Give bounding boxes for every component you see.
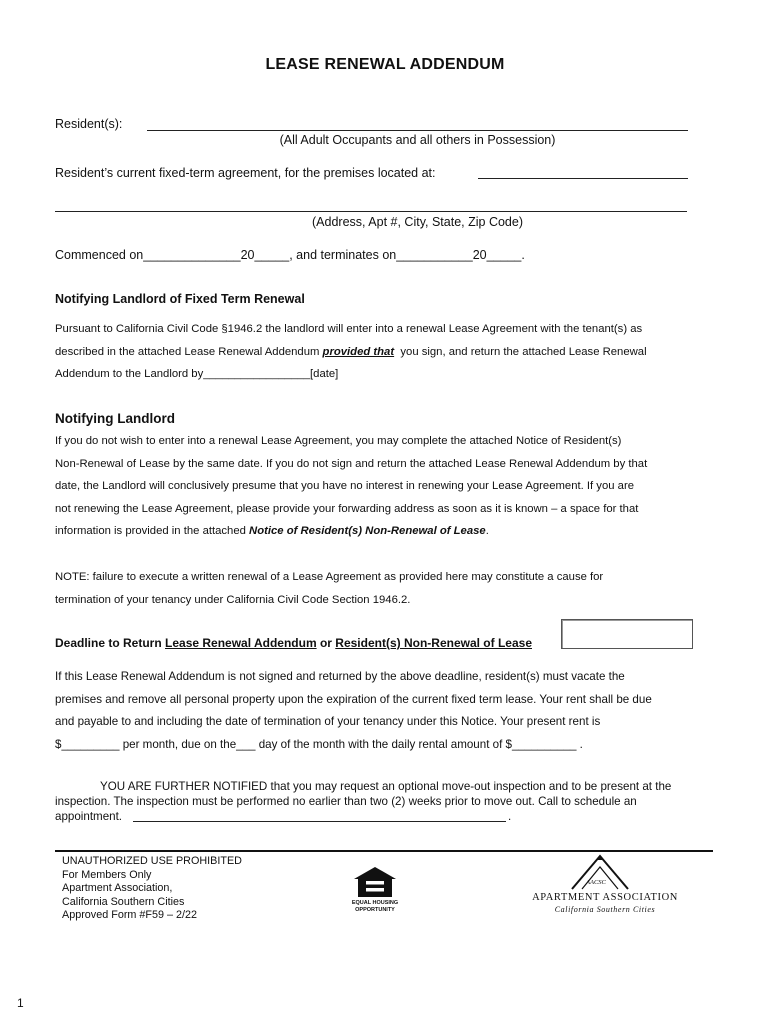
note-line-2: termination of your tenancy under California Civil Code Section 1946.2. [55, 593, 411, 606]
notifying-line-1: If you do not wish to enter into a renewal Lease Agreement, you may complete the attached Notice of Resident(s) [55, 435, 622, 447]
lease-dates-line: Commenced on______________20_____, and terminates on___________20_____. [55, 248, 525, 262]
section-heading-notifying-landlord: Notifying Landlord [55, 411, 175, 426]
residents-caption: (All Adult Occupants and all others in Possession) [279, 133, 556, 147]
renewal-line-1: Pursuant to California Civil Code §1946.2 the landlord will enter into a renewal Lease Agreement with the tenant(s) as [55, 323, 643, 335]
deadline-label [55, 636, 532, 650]
notifying-line-5-pre: information is provided in the attached [55, 525, 250, 538]
footer-notice [62, 855, 242, 923]
appointment-field[interactable] [133, 821, 506, 822]
deadline-lease-renewal: Lease Renewal Addendum [165, 636, 317, 650]
equal-housing-logo [344, 866, 406, 918]
residents-field[interactable] [147, 130, 688, 131]
eho-text-2: OPPORTUNITY [355, 906, 395, 913]
footer-line-1: UNAUTHORIZED USE PROHIBITED [62, 855, 242, 867]
notice-non-renewal-emphasis: Notice of Resident(s) Non-Renewal of Lease [249, 525, 486, 538]
vacate-line-1: If this Lease Renewal Addendum is not signed and returned by the above deadline, resident(s) must vacate the [55, 670, 625, 683]
footer-line-3: Apartment Association, [62, 882, 173, 894]
notifying-line-2: Non-Renewal of Lease by the same date. If you do not sign and return the attached Lease Renewal Addendum by that [55, 457, 648, 470]
house-icon [353, 866, 397, 898]
section-notifying-body [55, 430, 735, 543]
provided-that-emphasis: provided that [322, 345, 395, 358]
notifying-line-5-post: . [485, 525, 489, 538]
residents-label: Resident(s): [55, 117, 123, 131]
note-block [55, 566, 735, 611]
assoc-badge-text: AACSC [586, 879, 606, 886]
document-title: LEASE RENEWAL ADDENDUM [265, 56, 505, 73]
footer-line-5: Approved Form #F59 – 2/22 [62, 909, 198, 921]
vacate-line-2: premises and remove all personal property upon the expiration of the current fixed term lease. Your rent shall be due [55, 692, 652, 706]
notifying-line-4: not renewing the Lease Agreement, please provide your forwarding address as soon as it is known – a space for that [55, 502, 639, 515]
footer-line-4: California Southern Cities [62, 895, 185, 908]
inspection-line-3-end: . [508, 810, 512, 823]
notifying-line-5 [55, 520, 735, 543]
renewal-line-2 [55, 341, 725, 364]
deadline-date-box[interactable] [561, 619, 693, 649]
footer-rule [55, 850, 713, 852]
assoc-subtitle: California Southern Cities [554, 905, 656, 914]
vacate-line-3: and payable to and including the date of termination of your tenancy under this Notice. Your present rent is [55, 715, 601, 729]
inspection-line-1: YOU ARE FURTHER NOTIFIED that you may request an optional move-out inspection and to be present at the [100, 780, 672, 793]
vacate-line-4: $_________ per month, due on the___ day of the month with the daily rental amount of $__________ . [55, 737, 583, 751]
eho-text-1: EQUAL HOUSING [351, 900, 399, 906]
notifying-line-3: date, the Landlord will conclusively presume that you have no interest in renewing your Lease Agreement. If you are [55, 480, 634, 493]
page-number: 1 [17, 996, 24, 1010]
note-line-1: NOTE: failure to execute a written renewal of a Lease Agreement as provided here may constitute a cause for [55, 571, 604, 583]
apartment-association-logo [530, 853, 680, 918]
footer-line-2: For Members Only [62, 868, 152, 881]
deadline-or: or [316, 636, 336, 650]
renewal-line-2-post: you sign, and return the attached Lease Renewal [394, 345, 647, 358]
premises-field-1[interactable] [478, 178, 688, 179]
renewal-line-3: Addendum to the Landlord by_________________[date] [55, 368, 339, 381]
deadline-non-renewal: Resident(s) Non-Renewal of Lease [335, 636, 532, 650]
premises-field-2[interactable] [55, 211, 687, 212]
inspection-line-3-label: appointment. [55, 810, 123, 823]
assoc-name: APARTMENT ASSOCIATION [532, 892, 678, 903]
premises-caption: (Address, Apt #, City, State, Zip Code) [312, 215, 523, 229]
renewal-line-2-pre: described in the attached Lease Renewal Addendum [55, 345, 323, 358]
premises-label: Resident’s current fixed-term agreement, for the premises located at: [55, 166, 436, 180]
section-heading-fixed-term-renewal: Notifying Landlord of Fixed Term Renewal [55, 292, 305, 306]
inspection-line-2: inspection. The inspection must be performed no earlier than two (2) weeks prior to move out. Call to schedule an [55, 795, 637, 808]
deadline-pre: Deadline to Return [55, 636, 166, 650]
section-renewal-body [55, 318, 725, 386]
vacate-block [55, 666, 745, 756]
